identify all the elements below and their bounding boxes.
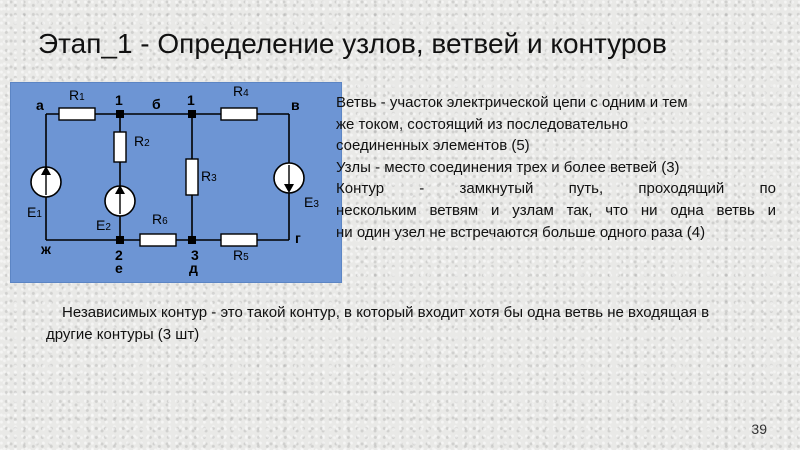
definitions-block xyxy=(336,92,776,243)
branch-line-2: же током, состоящий из последовательно xyxy=(336,115,629,133)
label-r2: R2 xyxy=(134,133,150,149)
source-e3 xyxy=(274,163,304,193)
label-e1: E1 xyxy=(27,204,42,220)
node-label-e: е xyxy=(115,260,123,276)
contour-line-2: нескольким ветвям и узлам так, что ни одна ветвь и xyxy=(336,201,776,219)
label-e3: E3 xyxy=(304,194,319,210)
resistor-r4 xyxy=(221,108,257,120)
resistor-r2 xyxy=(114,132,126,162)
resistor-r3 xyxy=(186,159,198,195)
nodes-definition: Узлы - место соединения трех и более ветвей (3) xyxy=(336,158,680,176)
page-number: 39 xyxy=(751,421,767,437)
branch-line-3: соединенных элементов (5) xyxy=(336,137,530,155)
label-r6: R6 xyxy=(152,211,168,227)
node-dot xyxy=(116,110,124,118)
source-e2 xyxy=(105,185,135,216)
node-label-d: д xyxy=(189,260,198,276)
circuit-diagram xyxy=(10,82,342,283)
node-label-g: г xyxy=(295,230,301,246)
contour-line-1: Контур - замкнутый путь, проходящий по xyxy=(336,180,776,198)
node-dot xyxy=(188,236,196,244)
circuit-svg xyxy=(11,83,341,282)
independent-contour-text: Независимых контур - это такой контур, в который входит хотя бы одна ветвь не входящая в другие контуры (3 шт) xyxy=(46,304,710,343)
node-number-bottom-d: 3 xyxy=(191,247,199,263)
label-r5: R5 xyxy=(233,247,249,263)
node-number-top-1: 1 xyxy=(115,92,123,108)
node-dot xyxy=(116,236,124,244)
node-number-top-2: 1 xyxy=(187,92,195,108)
label-e2: E2 xyxy=(96,217,111,233)
contour-line-3: ни один узел не встречаются больше одного раза (4) xyxy=(336,223,706,241)
resistor-r5 xyxy=(221,234,257,246)
node-label-b: б xyxy=(152,96,161,112)
label-r4: R4 xyxy=(233,83,249,99)
source-e1 xyxy=(31,166,61,197)
node-label-zh: ж xyxy=(41,241,51,257)
label-r3: R3 xyxy=(201,168,217,184)
label-r1: R1 xyxy=(69,87,85,103)
node-number-bottom-e: 2 xyxy=(115,247,123,263)
resistor-r1 xyxy=(59,108,95,120)
resistor-r6 xyxy=(140,234,176,246)
slide-title: Этап_1 - Определение узлов, ветвей и контуров xyxy=(38,28,667,59)
node-label-v: в xyxy=(291,97,300,113)
node-dot xyxy=(188,110,196,118)
node-label-a: а xyxy=(36,97,44,113)
branch-line-1: Ветвь - участок электрической цепи с одним и тем xyxy=(336,94,688,111)
